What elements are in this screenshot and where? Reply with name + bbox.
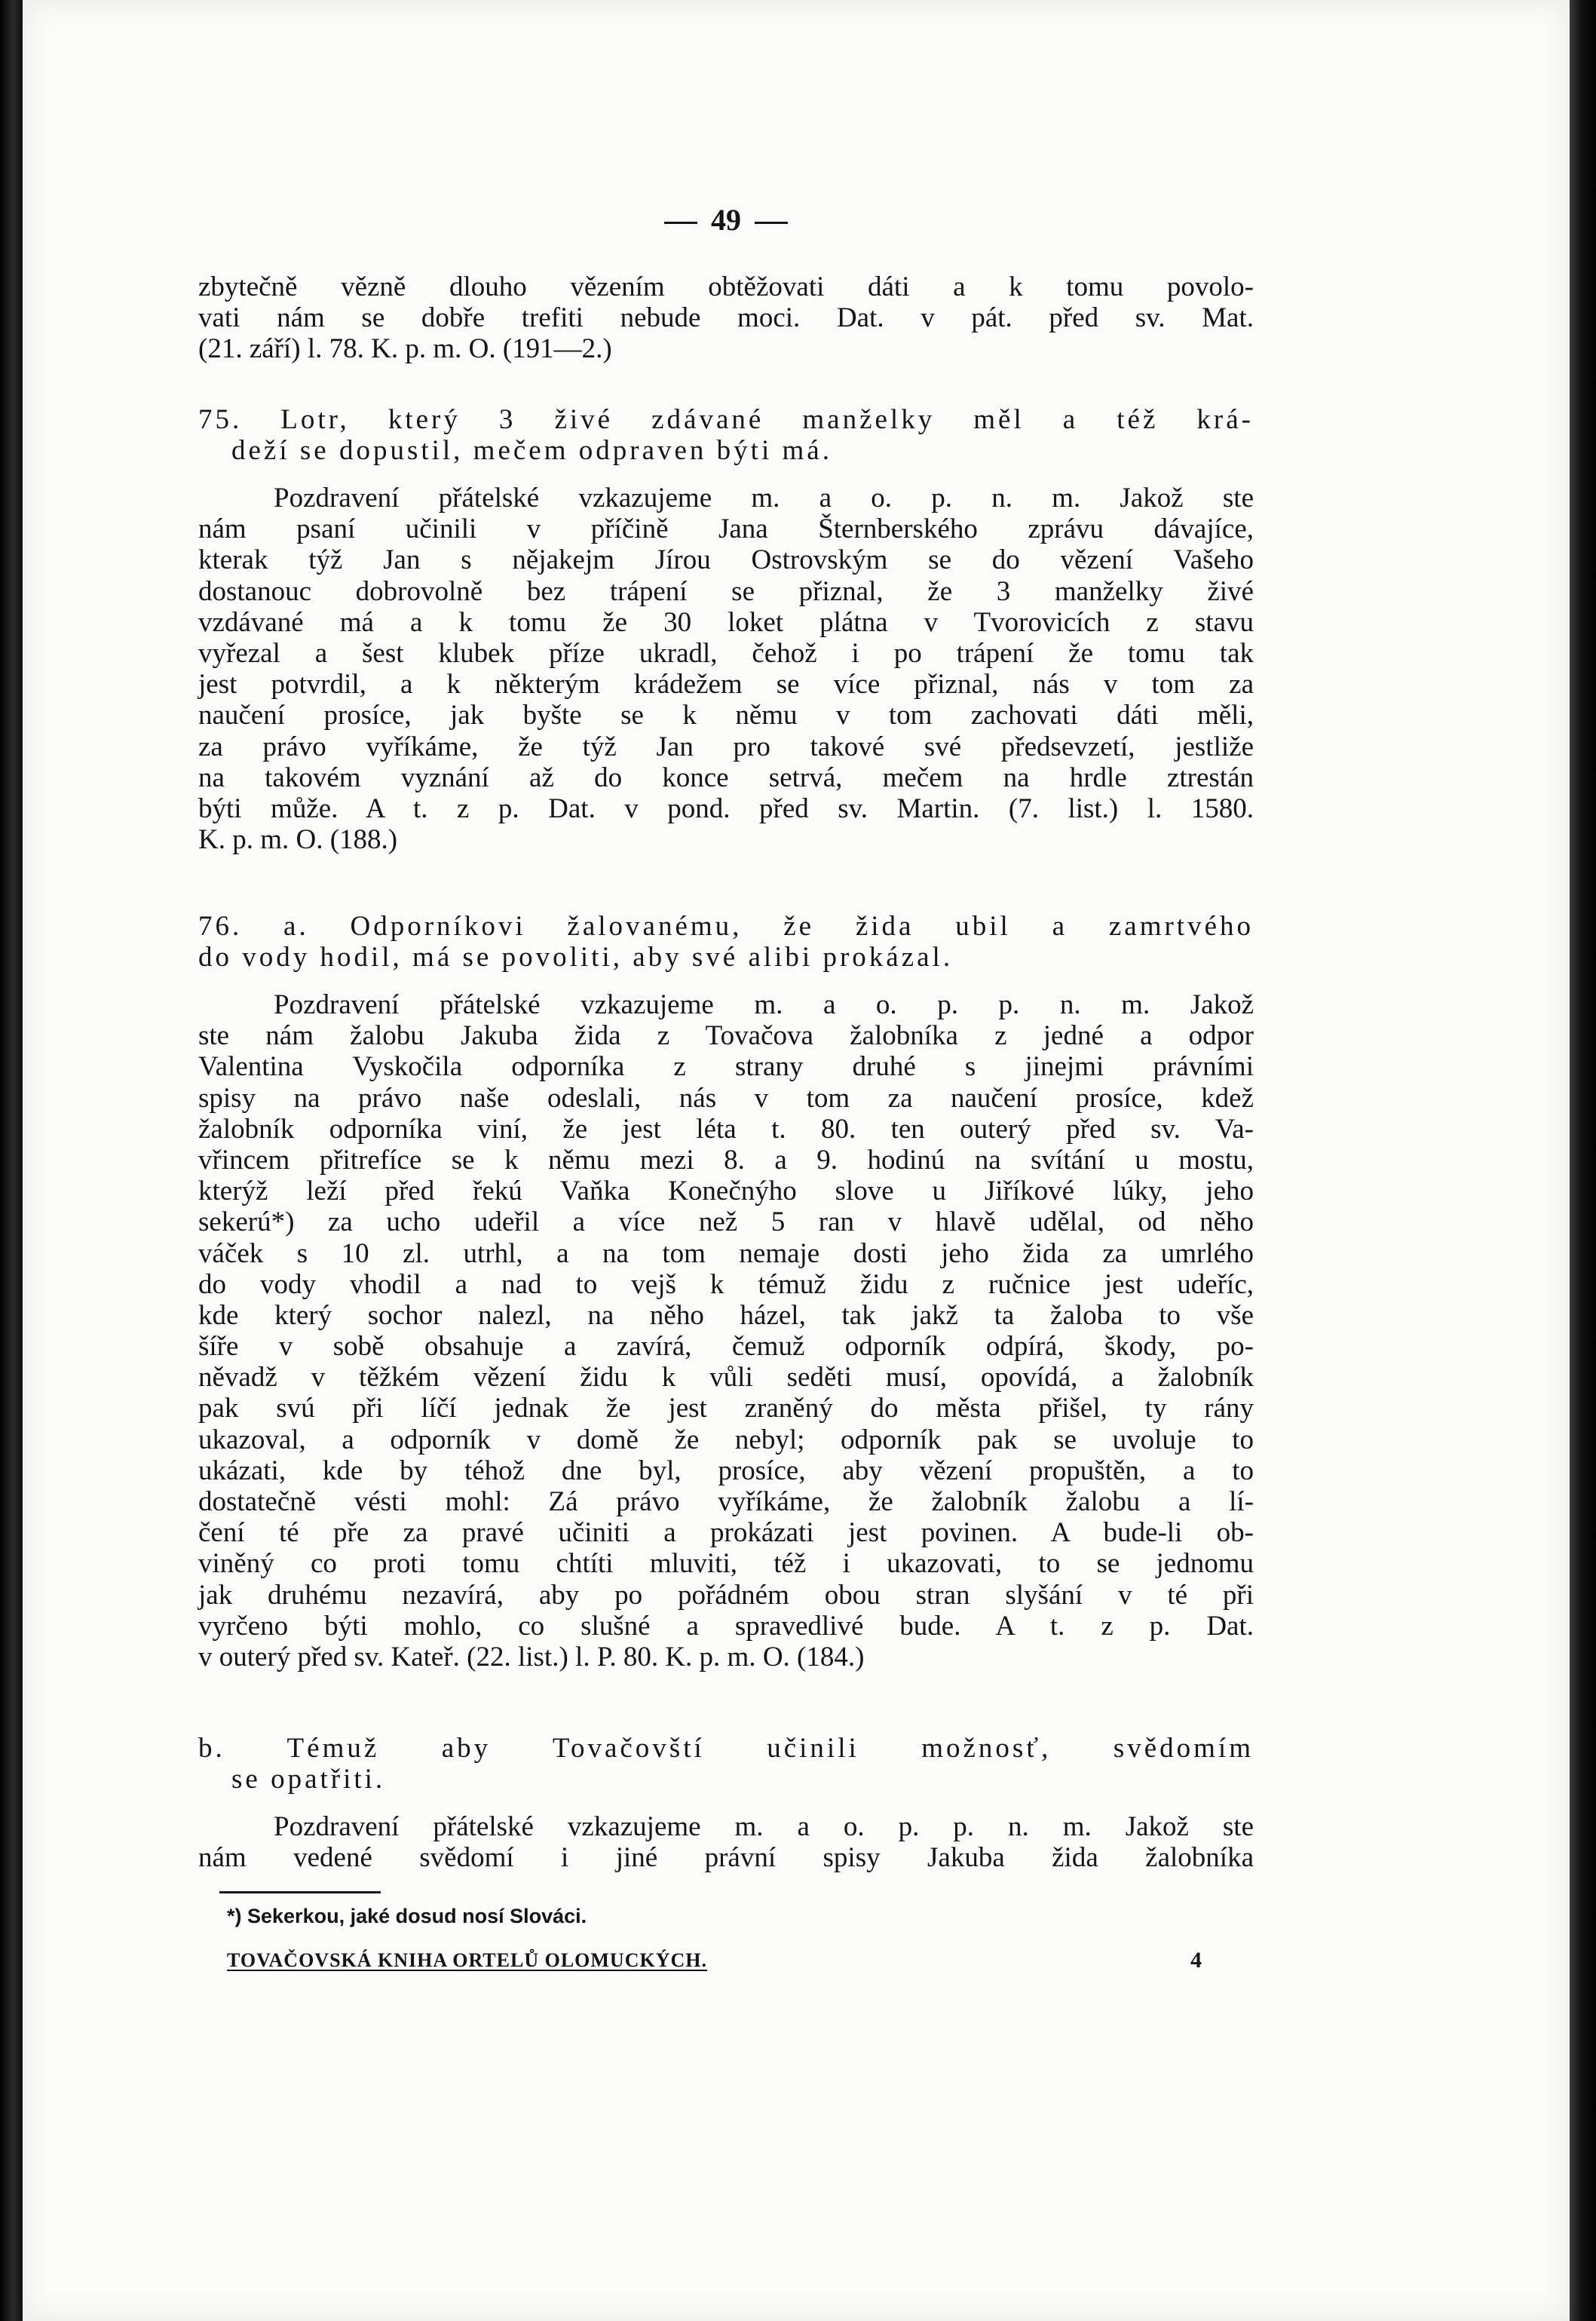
text-line: kterak týž Jan s nějakejm Jírou Ostrovským se do vězení Vašeho [198,544,1254,576]
text-line: jak druhému nezavírá, aby po pořádném obou stran slyšání v té při [198,1579,1254,1611]
page-number-value: 49 [711,203,741,237]
scan-edge-right [1570,0,1596,2321]
text-line: K. p. m. O. (188.) [198,824,398,856]
text-line: nám vedené svědomí i jiné právní spisy Jakuba žida žalobníka [198,1842,1254,1874]
text-line: jest potvrdil, a k některým krádežem se více přiznal, nás v tom za [198,669,1254,701]
section-heading-75 [198,404,1254,466]
book-page [23,0,1570,2321]
section-heading-76b [198,1733,1254,1795]
text-line: kterýž leží před řekú Vaňka Konečnýho slove u Jiříkové lúky, jeho [198,1176,1254,1207]
text-line: ste nám žalobu Jakuba žida z Tovačova žalobníka z jedné a odpor [198,1020,1254,1052]
text-line: kde který sochor nalezl, na něho házel, tak jakž ta žaloba to vše [198,1299,1254,1331]
page-number-dash-left [664,222,697,224]
text-line: vyrčeno býti mohlo, co slušné a spravedlivé bude. A t. z p. Dat. [198,1610,1254,1642]
heading-line: 75. Lotr, který 3 živé zdávané manželky měl a též krá- [198,404,1254,435]
page-number-dash-right [755,222,788,224]
text-line: ukázati, kde by téhož dne byl, prosíce, aby vězení propuštěn, a to [198,1455,1254,1486]
text-line: vyřezal a šest klubek příze ukradl, čehož i po trápení že tomu tak [198,637,1254,669]
text-line: dostatečně vésti mohl: Zá právo vyříkáme, že žalobník žalobu a lí- [198,1486,1254,1517]
text-line: vzdávané má a k tomu že 30 loket plátna v Tvorovicích z stavu [198,606,1254,638]
paragraph-76a [198,989,1254,1673]
text-line: Pozdravení přátelské vzkazujeme m. a o. p. p. n. m. Jakož ste [274,1811,1254,1842]
paragraph-74-continuation [198,271,1254,365]
text-line: v outerý před sv. Kateř. (22. list.) l. P. 80. K. p. m. O. (184.) [198,1641,865,1673]
paragraph-75 [198,483,1254,855]
text-line: žalobník odporníka viní, že jest léta t. 80. ten outerý před sv. Va- [198,1113,1254,1145]
heading-line: se opatřiti. [231,1764,386,1795]
heading-line: do vody hodil, má se povoliti, aby své alibi prokázal. [198,942,954,973]
text-line: viněný co proti tomu chtíti mluviti, též i ukazovati, to se jednomu [198,1548,1254,1580]
heading-line: deží se dopustil, mečem odpraven býti má. [231,435,832,467]
text-line: šíře v sobě obsahuje a zavírá, čemuž odporník odpírá, škody, po- [198,1331,1254,1363]
text-line: na takovém vyznání až do konce setrvá, mečem na hrdle ztrestán [198,762,1254,793]
text-line: čení té pře za pravé učiniti a prokázati jest povinen. A bude-li ob- [198,1517,1254,1549]
text-line: vřincem přitrefíce se k němu mezi 8. a 9. hodinú na svítání u mostu, [198,1144,1254,1176]
printer-signature [227,1949,1207,1972]
text-line: Pozdravení přátelské vzkazujeme m. a o. p. n. m. Jakož ste [274,483,1254,514]
text-line: dostanouc dobrovolně bez trápení se přiznal, že 3 manželky živé [198,575,1254,607]
footnote: *) Sekerkou, jaké dosud nosí Slováci. [227,1905,587,1927]
signature-title: TOVAČOVSKÁ KNIHA ORTELŮ OLOMUCKÝCH. [227,1949,707,1971]
footnote-divider [219,1891,381,1893]
text-line: váček s 10 zl. utrhl, a na tom nemaje dosti jeho žida za umrlého [198,1237,1254,1269]
text-line: zbytečně vězně dlouho vězením obtěžovati dáti a k tomu povolo- [198,271,1254,302]
text-line: naučení prosíce, jak byšte se k němu v tom zachovati dáti měli, [198,700,1254,731]
page-number [198,202,1254,238]
text-line: spisy na právo naše odeslali, nás v tom za naučení prosíce, kdež [198,1082,1254,1114]
text-line: býti může. A t. z p. Dat. v pond. před sv. Martin. (7. list.) l. 1580. [198,793,1254,824]
section-heading-76a [198,911,1254,973]
heading-line: b. Témuž aby Tovačovští učinili možnosť, svědomím [198,1733,1254,1764]
text-line: (21. září) l. 78. K. p. m. O. (191—2.) [198,333,612,365]
text-line: ukazoval, a odporník v domě že nebyl; odporník pak se uvoluje to [198,1424,1254,1455]
text-line: nám psaní učinili v příčině Jana Šternberského zprávu dávajíce, [198,514,1254,545]
signature-sheet-number: 4 [1190,1948,1202,1973]
text-line: do vody vhodil a nad to vejš k témuž židu z ručnice jest udeříc, [198,1268,1254,1300]
text-line: vati nám se dobře trefiti nebude moci. Dat. v pát. před sv. Mat. [198,302,1254,334]
paragraph-76b [198,1811,1254,1873]
text-line: za právo vyříkáme, že týž Jan pro takové své předsevzetí, jestliže [198,731,1254,762]
text-line: Pozdravení přátelské vzkazujeme m. a o. p. p. n. m. Jakož [274,989,1254,1020]
text-line: sekerú*) za ucho udeřil a více než 5 ran v hlavě udělal, od něho [198,1206,1254,1238]
text-line: Valentina Vyskočila odporníka z strany druhé s jinejmi právními [198,1051,1254,1083]
heading-line: 76. a. Odporníkovi žalovanému, že žida ubil a zamrtvého [198,911,1254,942]
text-line: pak svú při líčí jednak že jest zraněný do města přišel, ty rány [198,1393,1254,1424]
text-line: něvadž v těžkém vězení židu k vůli seděti musí, opovídá, a žalobník [198,1362,1254,1394]
scan-edge-left [0,0,23,2321]
